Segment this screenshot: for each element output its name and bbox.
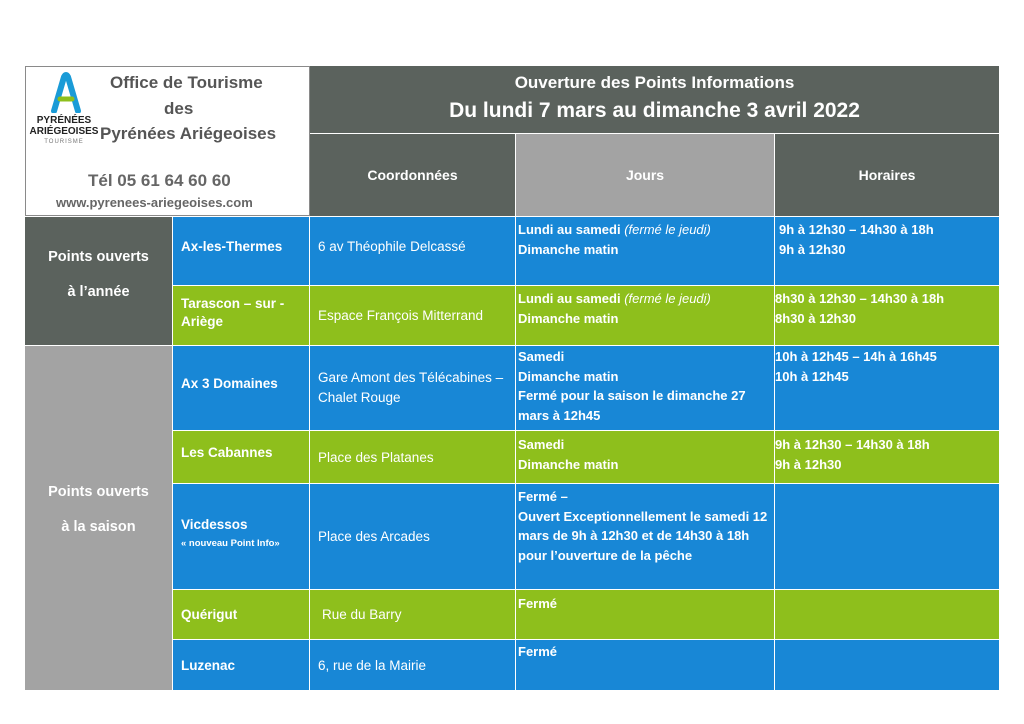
col-header-jours: Jours	[516, 134, 774, 216]
horaire-line: 9h à 12h30 – 14h30 à 18h	[779, 222, 934, 237]
row-jours-luzenac	[516, 640, 774, 690]
jours-note: (fermé le jeudi)	[624, 291, 711, 306]
row-horaires-vicdessos	[775, 484, 999, 589]
row-horaires-ax-les-thermes	[775, 217, 999, 285]
office-name-line1: Office de Tourisme	[110, 73, 263, 92]
row-name-les-cabannes: Les Cabannes	[173, 431, 309, 483]
row-horaires-querigut	[775, 590, 999, 639]
horaire-line: 10h à 12h45 – 14h à 16h45	[775, 349, 937, 364]
office-name-line3: Pyrénées Ariégeoises	[100, 124, 277, 143]
header-title: Ouverture des Points Informations	[514, 73, 795, 92]
row-horaires-luzenac	[775, 640, 999, 690]
row-address-vicdessos: Place des Arcades	[310, 484, 515, 589]
office-phone: Tél 05 61 64 60 60	[88, 171, 231, 190]
jours-line: Samedi	[518, 349, 565, 364]
row-name-querigut: Quérigut	[173, 590, 309, 639]
group-saison-line1: Points ouverts	[48, 484, 149, 500]
row-horaires-tarascon	[775, 286, 999, 345]
group-saison-line2: à la saison	[61, 519, 136, 535]
horaire-line: 9h à 12h30	[779, 241, 846, 257]
row-jours-tarascon	[516, 286, 774, 345]
row-address-luzenac: 6, rue de la Mairie	[310, 640, 515, 690]
horaire-line: 8h30 à 12h30	[775, 310, 856, 326]
row-horaires-les-cabannes	[775, 431, 999, 483]
jours-line: Dimanche matin	[518, 456, 619, 472]
row-name-vicdessos-label: Vicdessos	[181, 517, 248, 532]
jours-line: Lundi au samedi	[518, 222, 625, 237]
col-header-coordonnees: Coordonnées	[310, 134, 515, 216]
office-box	[25, 66, 310, 216]
jours-line: Dimanche matin	[518, 241, 619, 257]
jours-note: (fermé le jeudi)	[624, 222, 711, 237]
logo-line1: PYRÉNÉES	[36, 115, 92, 126]
title-header	[310, 66, 999, 133]
row-jours-ax-les-thermes	[516, 217, 774, 285]
jours-line: Dimanche matin	[518, 368, 619, 384]
jours-line: Fermé	[518, 596, 558, 611]
jours-line: Fermé pour la saison le dimanche 27 mars à 12h45	[518, 388, 746, 423]
jours-line: Lundi au samedi	[518, 291, 625, 306]
row-address-ax-3-domaines: Gare Amont des Télécabines – Chalet Rouge	[310, 346, 515, 430]
row-jours-querigut	[516, 590, 774, 639]
horaire-line: 8h30 à 12h30 – 14h30 à 18h	[775, 291, 945, 306]
pyrenees-logo-icon	[50, 71, 82, 113]
row-jours-vicdessos	[516, 484, 774, 589]
row-address-ax-les-thermes: 6 av Théophile Delcassé	[310, 217, 515, 285]
jours-line: Dimanche matin	[518, 310, 619, 326]
col-header-horaires: Horaires	[775, 134, 999, 216]
office-website: www.pyrenees-ariegeoises.com	[56, 195, 253, 210]
row-address-querigut: Rue du Barry	[310, 590, 515, 639]
row-name-vicdessos-note: « nouveau Point Info»	[181, 538, 280, 549]
row-name-ax-3-domaines: Ax 3 Domaines	[173, 346, 309, 430]
row-address-les-cabannes: Place des Platanes	[310, 431, 515, 483]
jours-line: Fermé	[518, 644, 558, 659]
row-name-vicdessos	[173, 484, 309, 589]
horaire-line: 9h à 12h30 – 14h30 à 18h	[775, 437, 930, 452]
header-subtitle: Du lundi 7 mars au dimanche 3 avril 2022	[449, 99, 860, 122]
row-jours-ax-3-domaines	[516, 346, 774, 430]
horaire-line: 10h à 12h45	[775, 368, 849, 384]
row-name-tarascon: Tarascon – sur - Ariège	[173, 286, 309, 345]
row-address-tarascon: Espace François Mitterrand	[310, 286, 515, 345]
jours-line: Samedi	[518, 437, 565, 452]
office-name-line2: des	[164, 99, 194, 118]
group-annee-line2: à l’année	[67, 284, 130, 300]
jours-line: Ouvert Exceptionnellement le samedi 12 mars de 9h à 12h30 et de 14h30 à 18h pour l’ouverture de la pêche	[518, 508, 768, 563]
group-points-saison	[25, 346, 172, 690]
row-name-ax-les-thermes: Ax-les-Thermes	[173, 217, 309, 285]
group-points-annee	[25, 217, 172, 345]
logo-line2: ARIÉGEOISES	[29, 126, 99, 137]
group-annee-line1: Points ouverts	[48, 249, 149, 265]
horaire-line: 9h à 12h30	[775, 456, 842, 472]
jours-line: Fermé –	[518, 489, 568, 504]
row-jours-les-cabannes	[516, 431, 774, 483]
row-horaires-ax-3-domaines	[775, 346, 999, 430]
row-name-luzenac: Luzenac	[173, 640, 309, 690]
logo-line3: TOURISME	[44, 139, 84, 145]
logo-text	[27, 115, 101, 148]
